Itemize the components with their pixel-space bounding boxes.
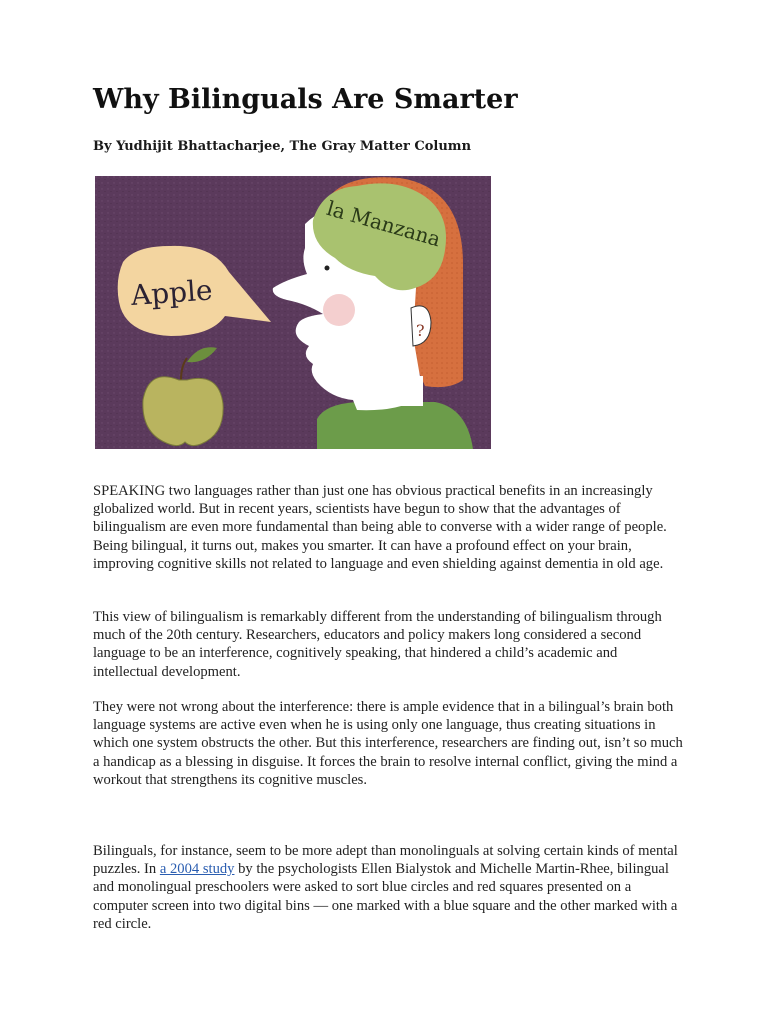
- shirt-shape: [317, 402, 473, 449]
- speech-bubble-text: Apple: [129, 273, 214, 313]
- neck-shape: [357, 376, 423, 406]
- paragraph-interference: They were not wrong about the interference: there is ample evidence that in a bilingual’s brain both language systems are active even when he is using only one language, thus creating situations in which one system obstructs the other. But this interference, researchers are finding out, isn’t so much a handicap as a blessing in disguise. It forces the brain to resolve internal conflict, giving the mind a workout that strengthens its cognitive muscles.: [93, 699, 683, 788]
- paragraph-historical-view: This view of bilingualism is remarkably different from the understanding of bilingualism through much of the 20th century. Researchers, educators and policy makers long considered a second language to be an interference, cognitively speaking, that hindered a child’s academic and intellectual development.: [93, 609, 662, 680]
- paragraph-intro: SPEAKING two languages rather than just one has obvious practical benefits in an increasingly globalized world. But in recent years, scientists have begun to show that the advantages of bilingualism are even more fundamental than being able to converse with a wider range of people. Being bilingual, it turns out, makes you smarter. It can have a profound effect on your brain, improving cognitive skills not related to language and even shielding against dementia in old age.: [93, 483, 667, 572]
- cheek-blush: [323, 294, 355, 326]
- article-title: Why Bilinguals Are Smarter: [93, 84, 518, 115]
- paragraph-study-text-end: by the psychologists Ellen Bialystok and Michelle Martin-Rhee, bilingual and monolingual preschoolers were asked to sort blue circles and red squares presented on a computer screen into two digital bins — one marked with a blue square and the other marked with a red circle.: [93, 861, 678, 932]
- ear-question-mark: ?: [416, 321, 425, 340]
- brain-text: la Manzana: [324, 195, 444, 252]
- paragraph-study-text-start: Bilinguals, for instance, seem to be more adept than monolinguals at solving certain kinds of mental puzzles. In: [93, 843, 678, 878]
- paragraph-study: [93, 842, 683, 933]
- eye-dot: [325, 266, 330, 271]
- study-link[interactable]: a 2004 study: [159, 861, 235, 878]
- apple-body: [143, 377, 223, 446]
- article-illustration: [95, 176, 491, 449]
- article-byline: By Yudhijit Bhattacharjee, The Gray Matter Column: [93, 139, 472, 154]
